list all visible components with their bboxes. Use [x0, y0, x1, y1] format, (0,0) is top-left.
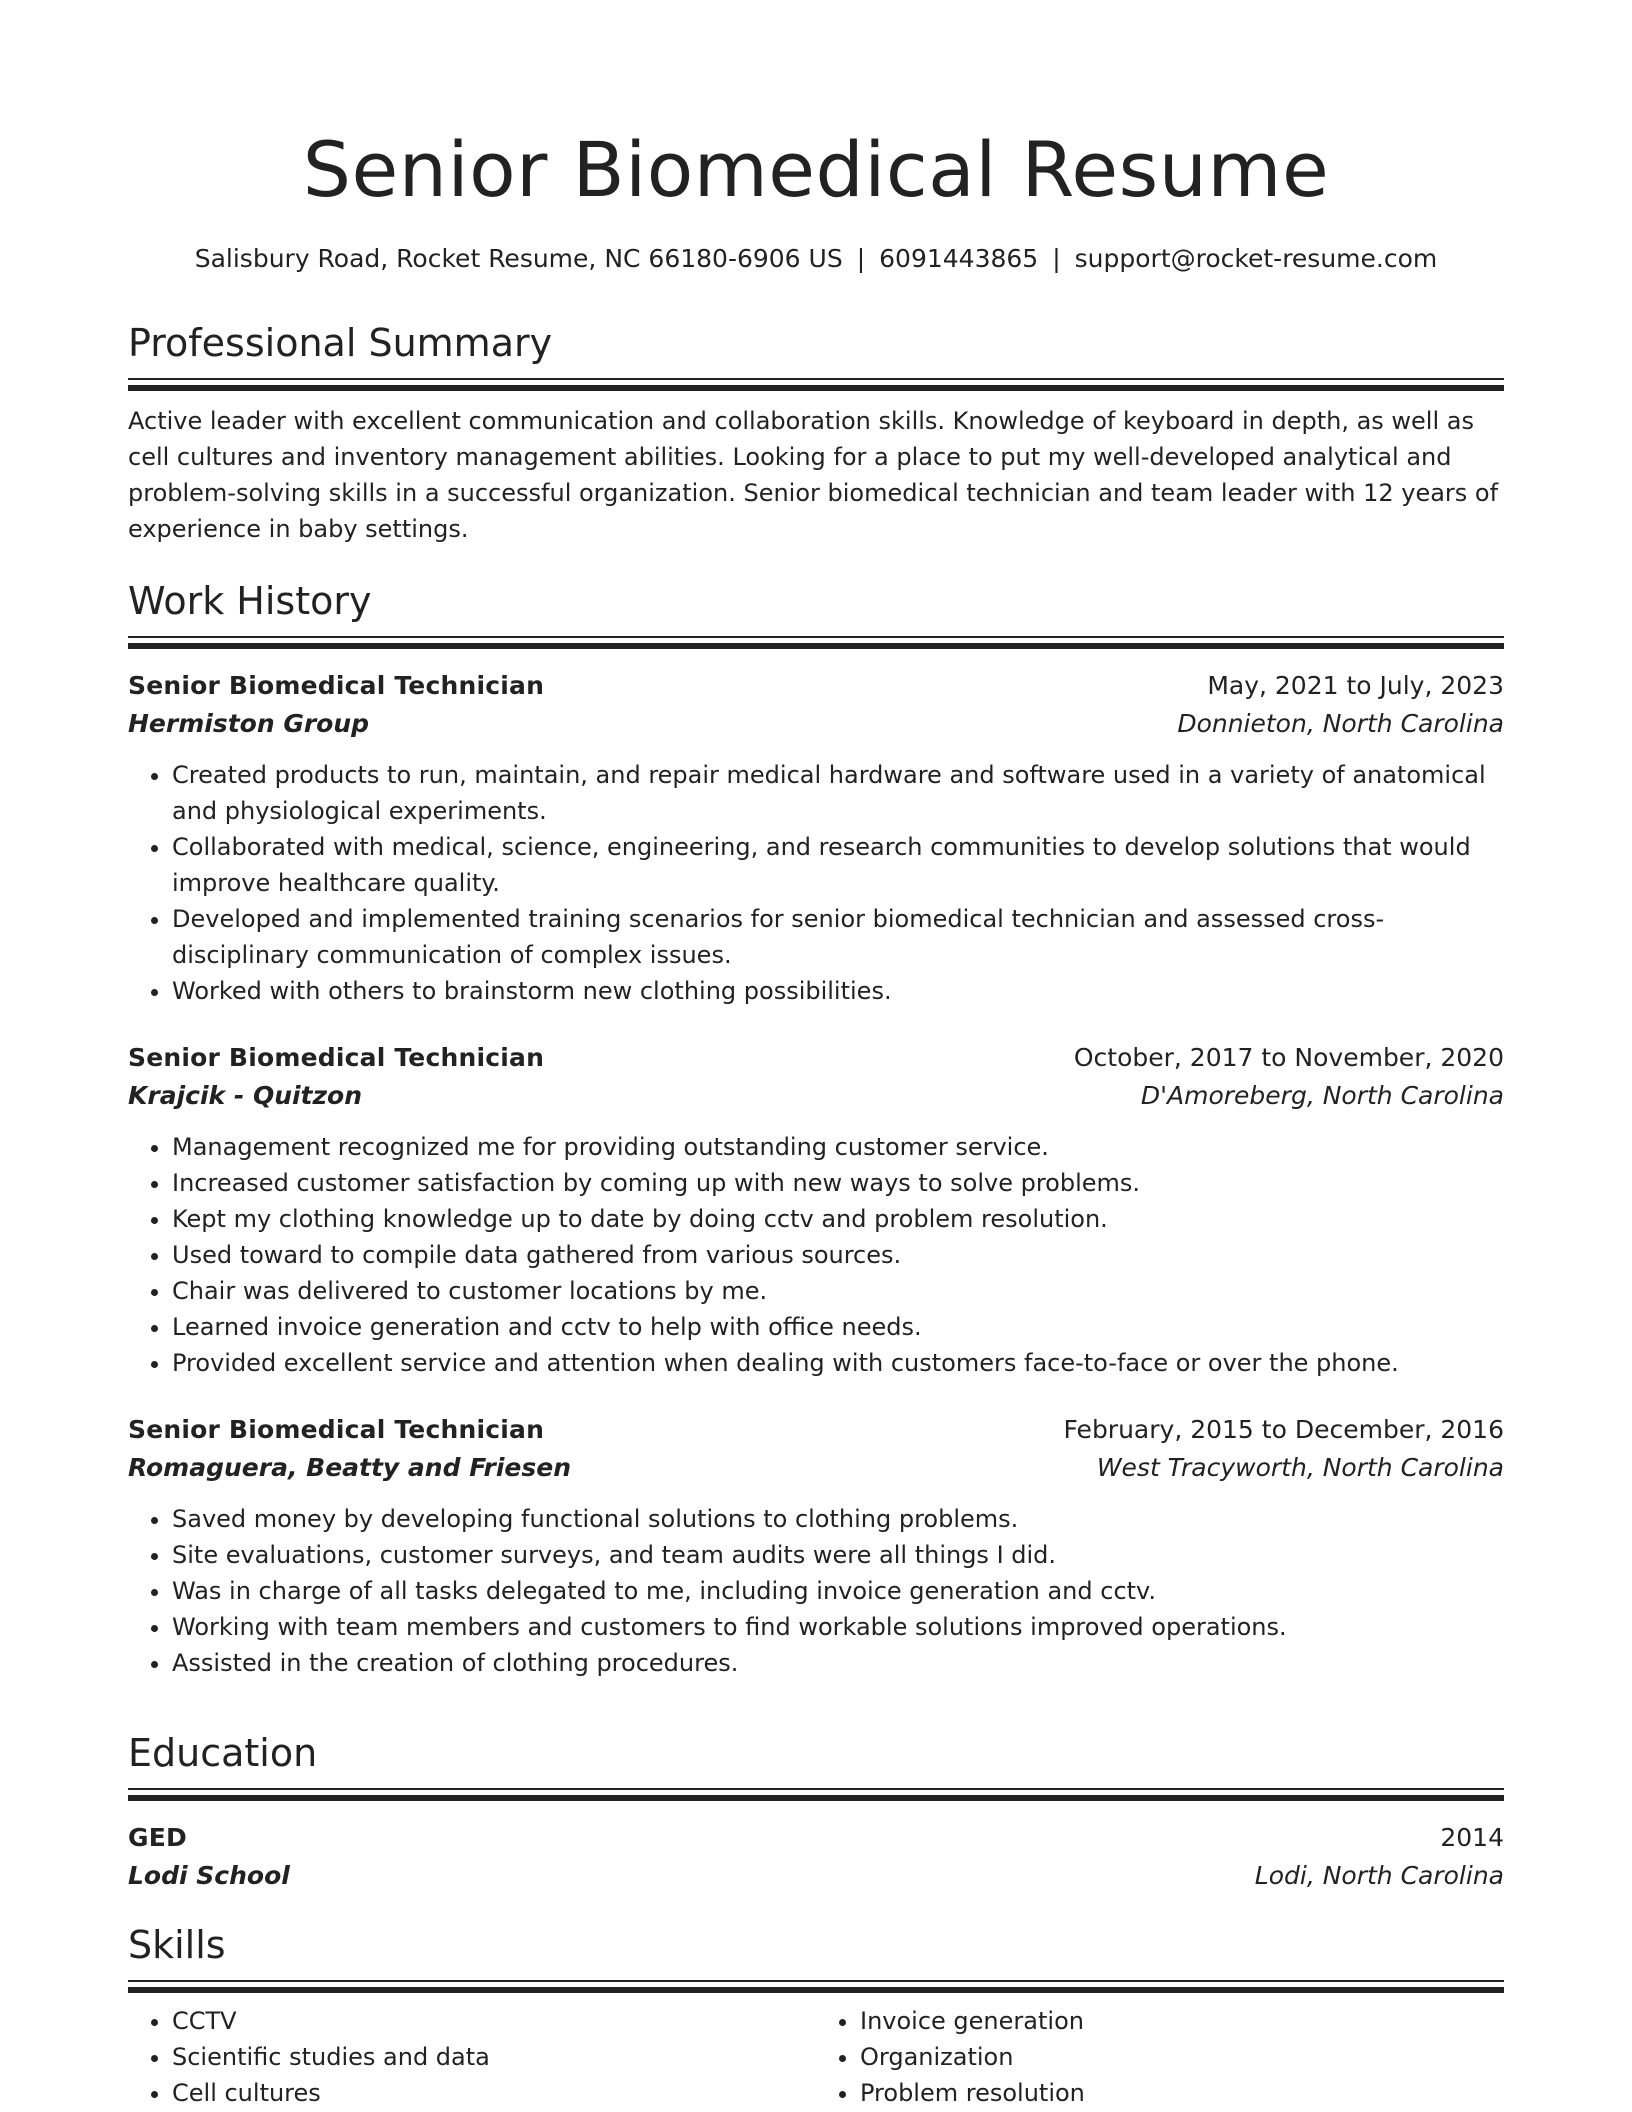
- summary-text: Active leader with excellent communication and collaboration skills. Knowledge of keyboard in depth, as well as cell cultures and inventory management abilities. Looking for a place to put my well-developed analytical and problem-solving skills in a successful organization. Senior biomedical technician and team leader with 12 years of experience in baby settings.: [128, 407, 1499, 543]
- bullet-item: • Collaborated with medical, science, engineering, and research communities to develop solutions that would improve healthcare quality.: [172, 829, 1504, 901]
- section-divider: [128, 1980, 1504, 1993]
- resume-name: Senior Biomedical Resume: [302, 125, 1330, 214]
- job-bullets: [128, 1501, 1504, 1681]
- job-title: Senior Biomedical Technician: [128, 1043, 545, 1072]
- company-name: Krajcik - Quitzon: [128, 1081, 363, 1110]
- resume-page: [128, 0, 1504, 2107]
- skills-section: [128, 1920, 1504, 2111]
- skill-item: • Scientific studies and data: [172, 2039, 816, 2075]
- bullet-item: • Site evaluations, customer surveys, and team audits were all things I did.: [172, 1537, 1504, 1573]
- job-location: D'Amoreberg, North Carolina: [1140, 1081, 1504, 1110]
- bullet-item: • Management recognized me for providing outstanding customer service.: [172, 1129, 1504, 1165]
- section-divider: [128, 378, 1504, 391]
- skill-item: • Problem resolution: [860, 2075, 1504, 2111]
- job-bullets: [128, 757, 1504, 1009]
- work-history-section: [128, 576, 1504, 1681]
- contact-line: [128, 242, 1504, 276]
- job-entry: [128, 1411, 1504, 1681]
- job-entry: [128, 667, 1504, 1009]
- skill-item: • Invoice generation: [860, 2003, 1504, 2039]
- job-title: Senior Biomedical Technician: [128, 671, 545, 700]
- section-divider: [128, 1788, 1504, 1801]
- phone: 6091443865: [879, 244, 1039, 273]
- bullet-item: • Provided excellent service and attention when dealing with customers face-to-face or over the phone.: [172, 1345, 1504, 1381]
- job-dates: May, 2021 to July, 2023: [1207, 671, 1504, 700]
- bullet-item: • Working with team members and customers to find workable solutions improved operations.: [172, 1609, 1504, 1645]
- education-entry: [128, 1819, 1504, 1895]
- address: Salisbury Road, Rocket Resume, NC 66180-6906 US: [194, 244, 843, 273]
- summary-section: [128, 318, 1504, 547]
- bullet-item: • Increased customer satisfaction by coming up with new ways to solve problems.: [172, 1165, 1504, 1201]
- skill-item: • CCTV: [172, 2003, 816, 2039]
- school-name: Lodi School: [128, 1861, 290, 1890]
- degree: GED: [128, 1823, 187, 1852]
- job-location: West Tracyworth, North Carolina: [1096, 1453, 1504, 1482]
- section-title-work: Work History: [128, 579, 372, 623]
- job-dates: February, 2015 to December, 2016: [1063, 1415, 1504, 1444]
- company-name: Romaguera, Beatty and Friesen: [128, 1453, 572, 1482]
- bullet-item: • Chair was delivered to customer locations by me.: [172, 1273, 1504, 1309]
- bullet-item: • Created products to run, maintain, and repair medical hardware and software used in a variety of anatomical and physiological experiments.: [172, 757, 1504, 829]
- bullet-item: • Saved money by developing functional solutions to clothing problems.: [172, 1501, 1504, 1537]
- bullet-item: • Learned invoice generation and cctv to help with office needs.: [172, 1309, 1504, 1345]
- skill-item: • Cell cultures: [172, 2075, 816, 2111]
- separator: |: [1052, 244, 1061, 273]
- bullet-item: • Developed and implemented training scenarios for senior biomedical technician and assessed cross-disciplinary communication of complex issues.: [172, 901, 1504, 973]
- job-title: Senior Biomedical Technician: [128, 1415, 545, 1444]
- bullet-item: • Kept my clothing knowledge up to date by doing cctv and problem resolution.: [172, 1201, 1504, 1237]
- skills-column-left: [128, 2003, 816, 2111]
- skills-column-right: [816, 2003, 1504, 2111]
- job-entry: [128, 1039, 1504, 1381]
- section-title-education: Education: [128, 1731, 318, 1775]
- job-bullets: [128, 1129, 1504, 1381]
- job-location: Donnieton, North Carolina: [1177, 709, 1504, 738]
- skills-list: [128, 2003, 1504, 2111]
- section-title-summary: Professional Summary: [128, 321, 553, 365]
- bullet-item: • Worked with others to brainstorm new clothing possibilities.: [172, 973, 1504, 1009]
- skill-item: • Organization: [860, 2039, 1504, 2075]
- school-location: Lodi, North Carolina: [1254, 1861, 1504, 1890]
- email: support@rocket-resume.com: [1074, 244, 1438, 273]
- bullet-item: • Used toward to compile data gathered from various sources.: [172, 1237, 1504, 1273]
- section-divider: [128, 636, 1504, 649]
- bullet-item: • Assisted in the creation of clothing procedures.: [172, 1645, 1504, 1681]
- separator: |: [856, 244, 866, 273]
- job-dates: October, 2017 to November, 2020: [1073, 1043, 1504, 1072]
- company-name: Hermiston Group: [128, 709, 370, 738]
- section-title-skills: Skills: [128, 1923, 226, 1967]
- bullet-item: • Was in charge of all tasks delegated to me, including invoice generation and cctv.: [172, 1573, 1504, 1609]
- education-section: [128, 1728, 1504, 1895]
- education-year: 2014: [1440, 1823, 1504, 1852]
